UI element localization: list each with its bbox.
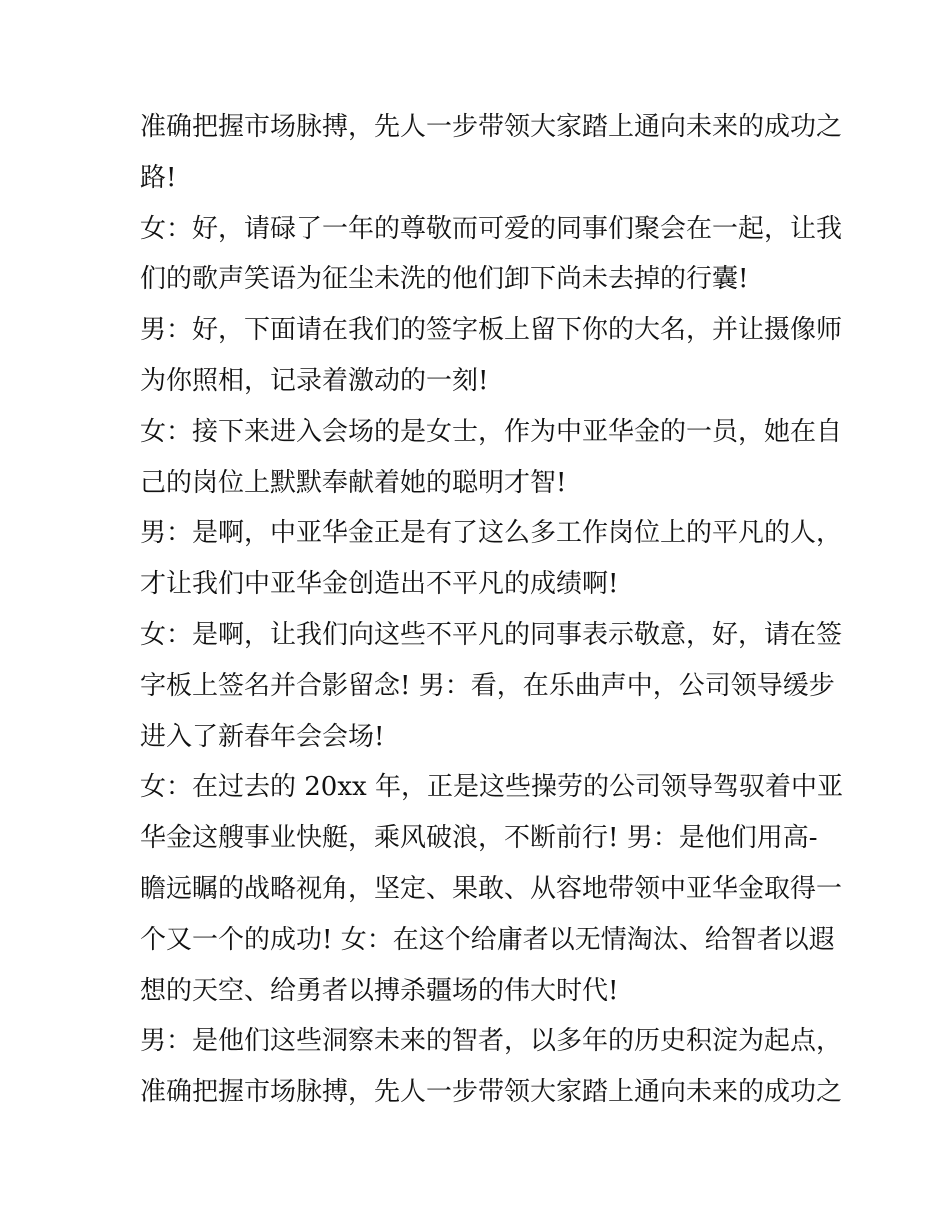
text-line: 己的岗位上默默奉献着她的聪明才智! — [140, 467, 567, 498]
text-line: 华金这艘事业快艇，乘风破浪，不断前行! 男：是他们用高- — [140, 823, 818, 854]
text-line: 个又一个的成功! 女：在这个给庸者以无情淘汰、给智者以遐 — [140, 924, 835, 955]
text-line: 男：是他们这些洞察未来的智者，以多年的历史积淀为起点， — [140, 1026, 843, 1057]
text-line: 为你照相，记录着激动的一刻! — [140, 365, 489, 396]
text-line: 才让我们中亚华金创造出不平凡的成绩啊! — [140, 569, 619, 600]
text-line: 路! — [140, 162, 177, 193]
text-line: 准确把握市场脉搏，先人一步带领大家踏上通向未来的成功之 — [140, 112, 843, 142]
text-line: 们的歌声笑语为征尘未洗的他们卸下尚未去掉的行囊! — [140, 264, 749, 295]
text-line: 准确把握市场脉搏，先人一步带领大家踏上通向未来的成功之 — [140, 1077, 843, 1108]
text-line: 女：在过去的 20xx 年，正是这些操劳的公司领导驾驭着中亚 — [140, 772, 843, 803]
text-line: 字板上签名并合影留念! 男：看，在乐曲声中，公司领导缓步 — [140, 670, 835, 701]
text-line: 想的天空、给勇者以搏杀疆场的伟大时代! — [140, 975, 619, 1006]
text-line: 男：好，下面请在我们的签字板上留下你的大名，并让摄像师 — [140, 315, 843, 346]
text-line: 女：是啊，让我们向这些不平凡的同事表示敬意，好，请在签 — [140, 619, 843, 650]
text-line: 女：接下来进入会场的是女士，作为中亚华金的一员，她在自 — [140, 416, 843, 447]
text-line: 瞻远瞩的战略视角，坚定、果敢、从容地带领中亚华金取得一 — [140, 873, 843, 904]
text-line: 进入了新春年会会场! — [140, 721, 385, 752]
text-line: 男：是啊，中亚华金正是有了这么多工作岗位上的平凡的人， — [140, 518, 843, 549]
text-line: 女：好，请碌了一年的尊敬而可爱的同事们聚会在一起，让我 — [140, 213, 843, 244]
document-body — [140, 102, 843, 1118]
